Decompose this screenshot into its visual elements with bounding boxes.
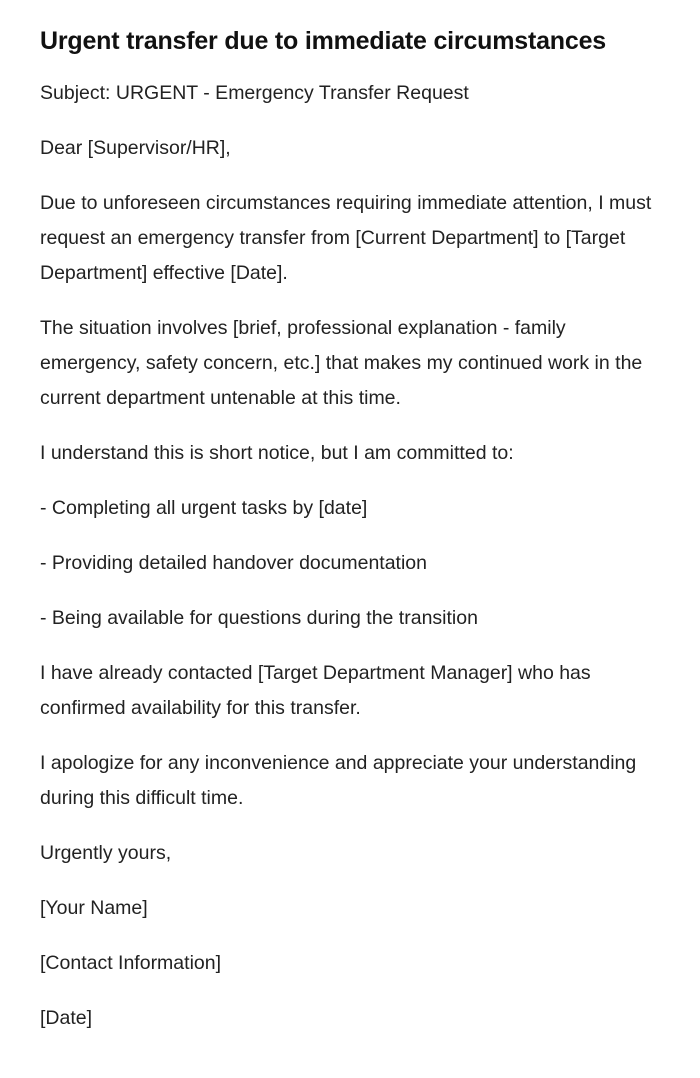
paragraph-contacted: I have already contacted [Target Department Manager] who has confirmed availability for this transfer. <box>40 662 597 719</box>
salutation: Dear [Supervisor/HR], <box>40 137 231 159</box>
letter-body <box>40 76 660 1036</box>
paragraph-request: Due to unforeseen circumstances requiring immediate attention, I must request an emergency transfer from [Current Department] to [Target Department] effective [Date]. <box>40 192 657 284</box>
paragraph-apology: I apologize for any inconvenience and appreciate your understanding during this difficult time. <box>40 752 642 809</box>
paragraph-situation: The situation involves [brief, professional explanation - family emergency, safety concern, etc.] that makes my continued work in the current department untenable at this time. <box>40 317 648 409</box>
paragraph-commitment: I understand this is short notice, but I am committed to: <box>40 442 514 464</box>
closing: Urgently yours, <box>40 842 172 864</box>
list-item-handover: - Providing detailed handover documentation <box>40 552 428 574</box>
document-title: Urgent transfer due to immediate circumstances <box>40 27 606 55</box>
signature-date: [Date] <box>40 1007 93 1029</box>
signature-name: [Your Name] <box>40 897 148 919</box>
list-item-urgent-tasks: - Completing all urgent tasks by [date] <box>40 497 368 519</box>
signature-contact: [Contact Information] <box>40 952 222 974</box>
list-item-availability: - Being available for questions during the transition <box>40 607 478 629</box>
subject-line: Subject: URGENT - Emergency Transfer Request <box>40 82 469 104</box>
